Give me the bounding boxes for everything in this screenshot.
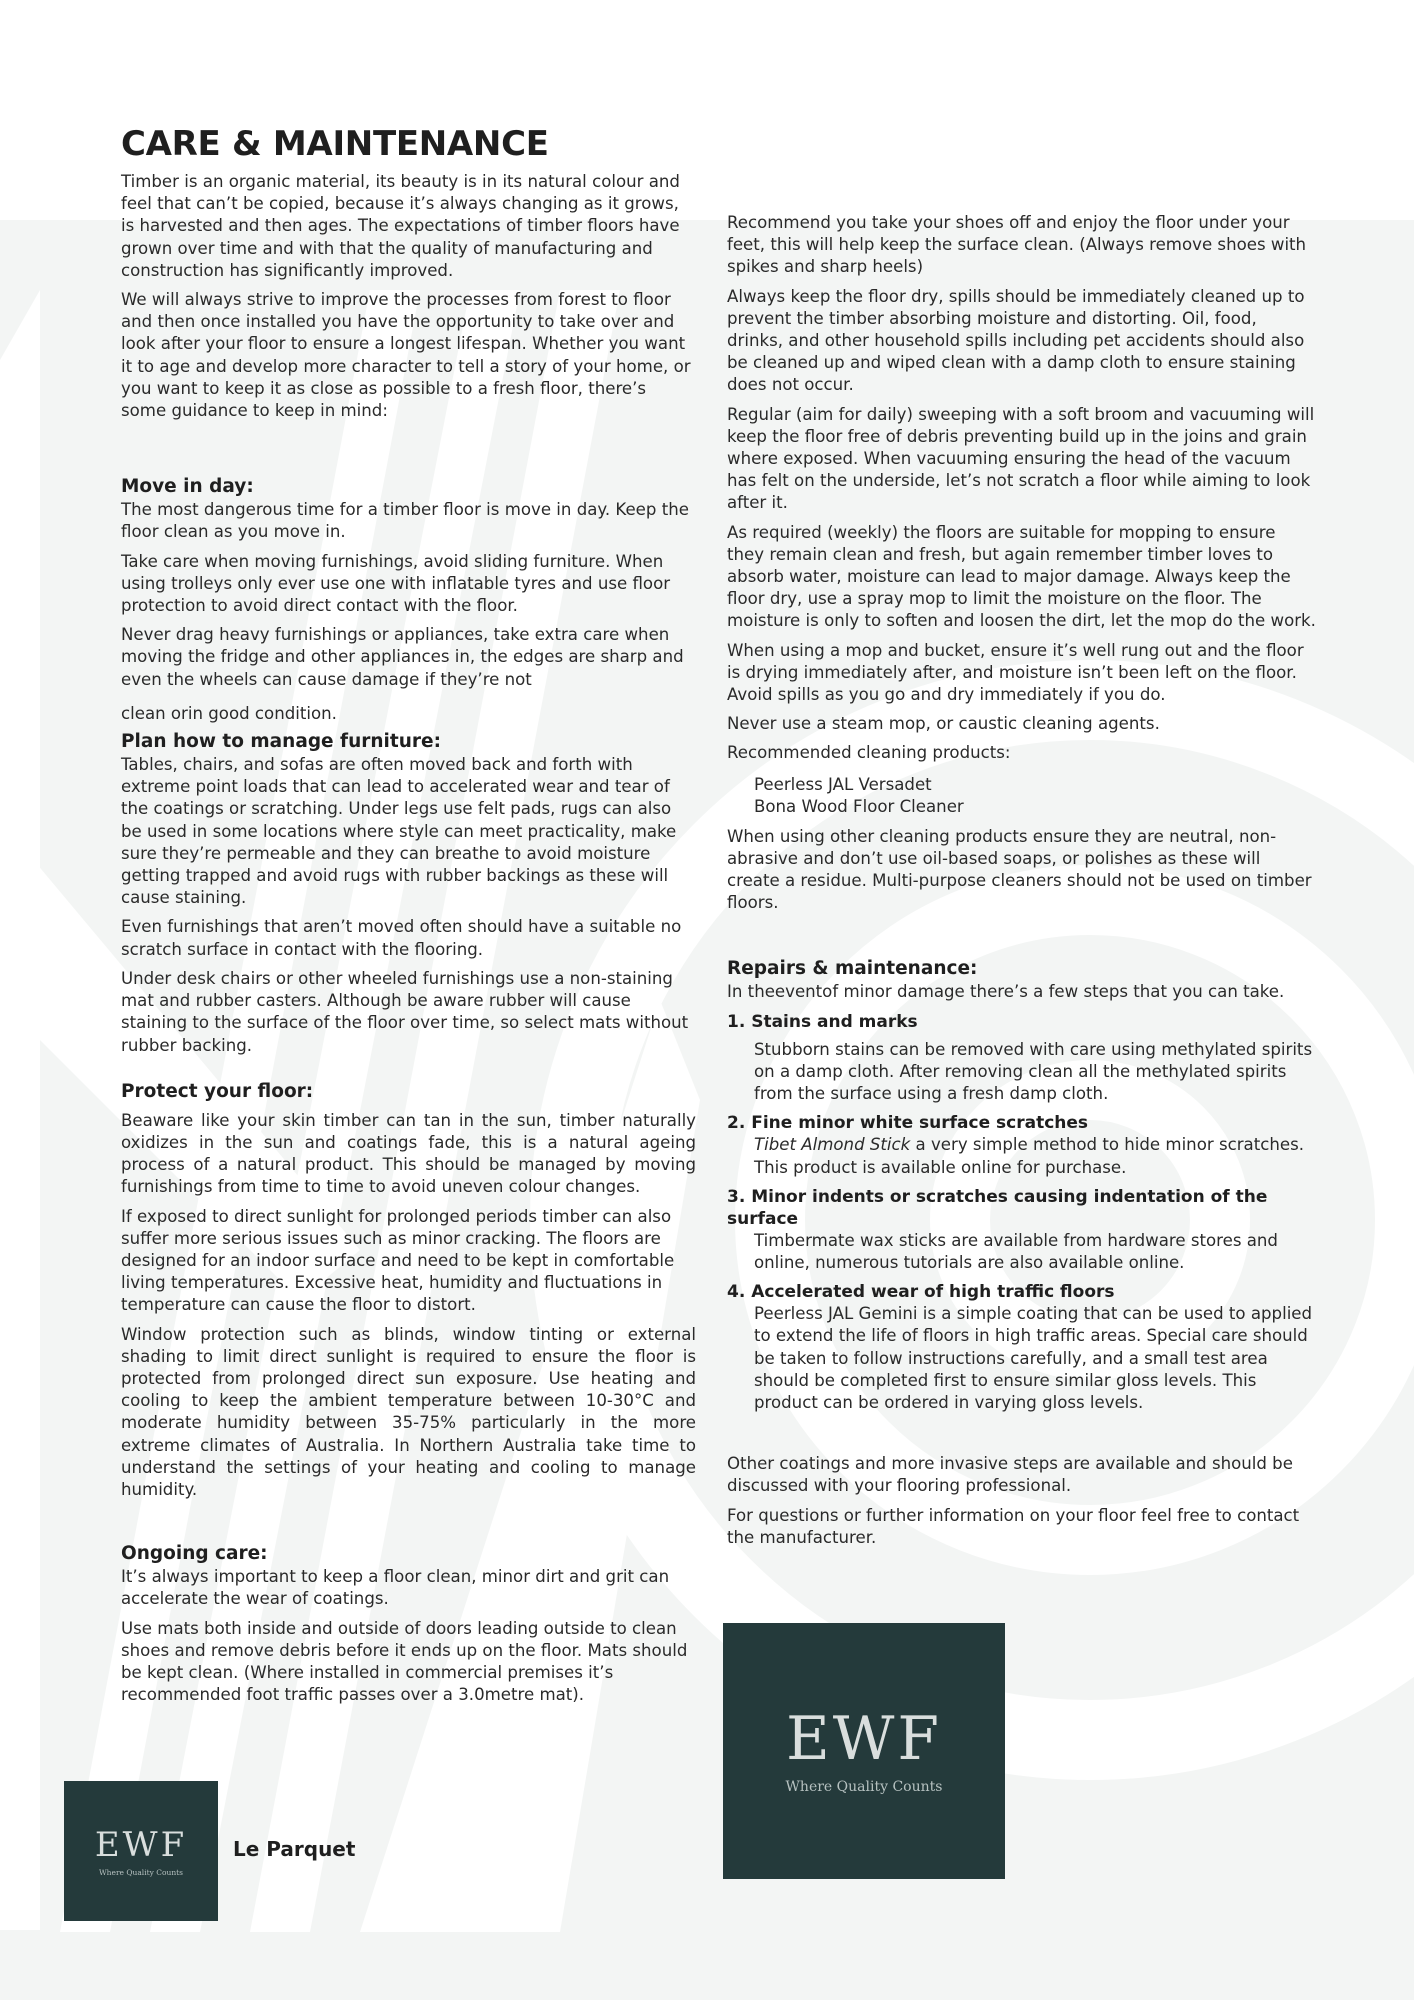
- paragraph: Recommend you take your shoes off and enjoy the floor under your feet, this will help keep the surface clean. (Always remove shoes with spikes and sharp heels): [727, 213, 1307, 277]
- paragraph: Use mats both inside and outside of doors leading outside to clean shoes and remove debris before it ends up on the floor. Mats should be kept clean. (Where installed in commercial premises it’s recommended foot traffic passes over a 3.0metre mat).: [121, 1618, 688, 1705]
- paragraph: For questions or further information on your floor feel free to contact the manufacturer.: [727, 1505, 1300, 1547]
- paragraph: The most dangerous time for a timber floor is move in day. Keep the floor clean as you move in.: [121, 500, 689, 542]
- intro-paragraph: Timber is an organic material, its beauty is in its natural colour and feel that can’t be copied, because it’s always changing as it grows, is harvested and then ages. The expectations of timber floors have grown over time and with that the quality of manufacturing and construction has significantly improved.: [121, 172, 680, 280]
- section-heading: Move in day:: [121, 476, 254, 498]
- section-heading: Plan how to manage furniture:: [121, 731, 441, 753]
- paragraph: clean orin good condition.: [121, 703, 337, 723]
- paragraph: When using a mop and bucket, ensure it’s well rung out and the floor is drying immediately after, and moisture isn’t been left on the floor. Avoid spills as you go and dry immediately if you do.: [727, 640, 1304, 705]
- repair-item: [727, 1011, 1317, 1106]
- repair-item-title: 2. Fine minor white surface scratches: [727, 1113, 1089, 1134]
- repair-item-body: Timbermate wax sticks are available from hardware stores and online, numerous tutorials are also available online.: [754, 1230, 1278, 1272]
- paragraph: Window protection such as blinds, window tinting or external shading to limit direct sunlight is required to ensure the floor is protected from prolonged direct sun exposure. Use heating and cooling to keep the ambient temperature between 10-30°C and moderate humidity between 35-75% particularly in the more extreme climates of Australia. In Northern Australia take time to understand the settings of your heating and cooling to manage humidity.: [121, 1324, 696, 1499]
- paragraph: As required (weekly) the floors are suitable for mopping to ensure they remain clean and fresh, but again remember timber loves to absorb water, moisture can lead to major damage. Always keep the floor dry, use a spray mop to limit the moisture on the floor. The moisture is only to soften and loosen the dirt, let the mop do the work.: [727, 522, 1316, 631]
- logo-tagline: Where Quality Counts: [785, 1779, 943, 1795]
- repair-item: [727, 1112, 1317, 1178]
- ewf-logo-large: [723, 1623, 1005, 1879]
- spacer: [121, 429, 696, 475]
- repairs-section: [727, 957, 1317, 1548]
- ongoing-care-section: [121, 1542, 696, 1706]
- paragraph: Tables, chairs, and sofas are often moved back and forth with extreme point loads that can lead to accelerated wear and tear of the coatings or scratching. Under legs use felt pads, rugs can also be used in some locations where style can meet practicality, make sure they’re permeable and they can breathe to avoid moisture getting trapped and avoid rugs with rubber backings as these will cause staining.: [121, 755, 677, 908]
- section-heading: Repairs & maintenance:: [727, 958, 978, 980]
- move-in-day-section: [121, 475, 696, 725]
- spacer: [121, 1064, 696, 1080]
- logo-tagline: Where Quality Counts: [98, 1867, 184, 1877]
- spacer: [727, 1421, 1317, 1453]
- section-heading: Ongoing care:: [121, 1543, 268, 1565]
- repair-item-title: 3. Minor indents or scratches causing indentation of the surface: [727, 1186, 1268, 1229]
- repair-item-body: Stubborn stains can be removed with care using methylated spirits on a damp cloth. After removing clean all the methylated spirits from the surface using a fresh damp cloth.: [754, 1039, 1313, 1104]
- spacer: [121, 1508, 696, 1542]
- recommended-products-list: [727, 774, 1317, 818]
- protect-section: [121, 1080, 696, 1501]
- repair-item-body: [727, 1134, 1317, 1178]
- intro-section: [121, 171, 696, 422]
- furniture-section: [121, 730, 696, 1057]
- left-column: [121, 171, 696, 1713]
- repair-item-body: Peerless JAL Gemini is a simple coating that can be used to applied to extend the life of floors in high traffic areas. Special care should be taken to follow instructions carefully, and a small test area should be completed first to ensure similar gloss levels. This product can be ordered in varying gloss levels.: [754, 1304, 1313, 1412]
- section-heading: Protect your floor:: [121, 1080, 314, 1102]
- repair-item: [727, 1281, 1317, 1414]
- paragraph: It’s always important to keep a floor clean, minor dirt and grit can accelerate the wear of coatings.: [121, 1567, 670, 1609]
- paragraph: Regular (aim for daily) sweeping with a soft broom and vacuuming will keep the floor free of debris preventing build up in the joins and grain where exposed. When vacuuming ensuring the head of the vacuum has felt on the underside, let’s not scratch a floor while aiming to look after it.: [727, 404, 1315, 513]
- repair-item-title: 4. Accelerated wear of high traffic floors: [727, 1282, 1115, 1303]
- intro-paragraph: We will always strive to improve the processes from forest to floor and then once installed you have the opportunity to take over and look after your floor to ensure a longest lifespan. Whether you want it to age and develop more character to tell a story of your home, or you want to keep it as close as possible to a fresh floor, there’s some guidance to keep in mind:: [121, 290, 691, 421]
- paragraph: When using other cleaning products ensure they are neutral, non-abrasive and don’t use oil-based soaps, or polishes as these will create a residue. Multi-purpose cleaners should not be used on timber floors.: [727, 826, 1312, 913]
- right-column: [727, 212, 1317, 1556]
- paragraph: Never drag heavy furnishings or appliances, take extra care when moving the fridge and other appliances in, the edges are sharp and even the wheels can cause damage if they’re not: [121, 625, 684, 689]
- paragraph: Even furnishings that aren’t moved often should have a suitable no scratch surface in contact with the flooring.: [121, 917, 682, 959]
- product-item: Peerless JAL Versadet: [754, 774, 932, 794]
- repair-item-title: 1. Stains and marks: [727, 1011, 918, 1032]
- product-name: Tibet Almond Stick: [754, 1135, 911, 1155]
- repair-item: [727, 1186, 1317, 1274]
- paragraph: If exposed to direct sunlight for prolonged periods timber can also suffer more serious issues such as minor cracking. The floors are designed for an indoor surface and need to be kept in comfortable living temperatures. Excessive heat, humidity and fluctuations in temperature can cause the floor to distort.: [121, 1206, 675, 1315]
- paragraph: Take care when moving furnishings, avoid sliding furniture. When using trolleys only ever use one with inflatable tyres and use floor protection to avoid direct contact with the floor.: [121, 551, 671, 616]
- brand-name: Le Parquet: [233, 1837, 356, 1861]
- logo-mark: EWF: [785, 1704, 943, 1774]
- paragraph: Recommended cleaning products:: [727, 743, 1011, 763]
- paragraph: Always keep the floor dry, spills should be immediately cleaned up to prevent the timber absorbing moisture and distorting. Oil, food, drinks, and other household spills including pet accidents should also be cleaned up and wiped clean with a damp cloth to ensure staining does not occur.: [727, 286, 1305, 395]
- paragraph: Other coatings and more invasive steps are available and should be discussed with your flooring professional.: [727, 1454, 1293, 1496]
- paragraph: Never use a steam mop, or caustic cleaning agents.: [727, 714, 1160, 734]
- spacer: [727, 921, 1317, 957]
- product-item: Bona Wood Floor Cleaner: [754, 796, 964, 816]
- logo-mark: EWF: [94, 1824, 188, 1865]
- paragraph: Beaware like your skin timber can tan in the sun, timber naturally oxidizes in the sun and coatings fade, this is a natural ageing process of a natural product. This should be managed by moving furnishings from time to time to avoid uneven colour changes.: [121, 1110, 696, 1197]
- paragraph: Under desk chairs or other wheeled furnishings use a non-staining mat and rubber casters. Although be aware rubber will cause staining to the surface of the floor over time, so select mats without rubber backing.: [121, 968, 689, 1055]
- page-title: CARE & MAINTENANCE: [121, 124, 549, 164]
- ewf-logo-small: [64, 1781, 218, 1921]
- paragraph: In theeventof minor damage there’s a few steps that you can take.: [727, 982, 1285, 1002]
- cleaning-section: [727, 212, 1317, 914]
- repair-item-body-text: a very simple method to hide minor scratches. This product is available online for purchase.: [754, 1135, 1304, 1177]
